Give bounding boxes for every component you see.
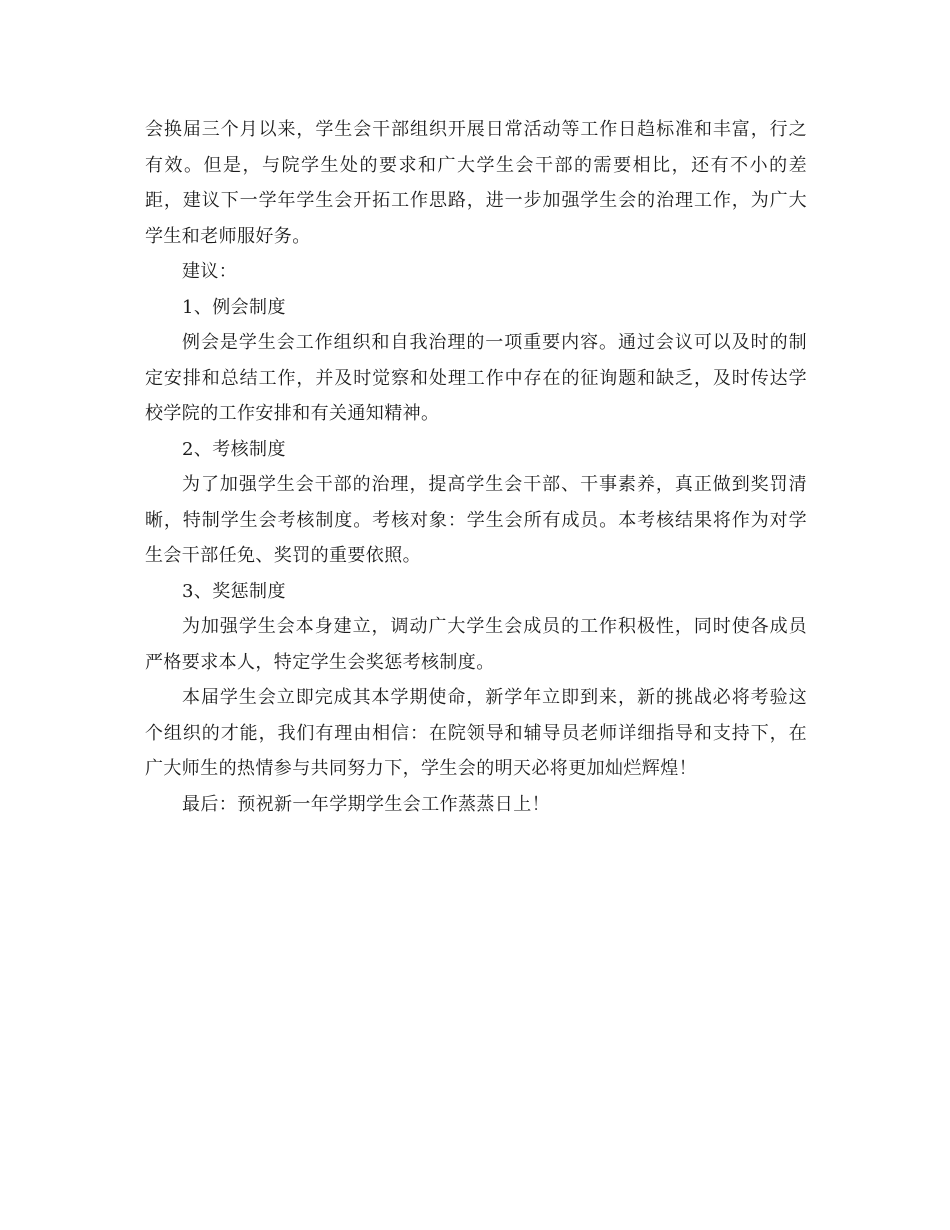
suggestion-heading: 建议：	[182, 261, 238, 282]
section-heading-reward-system: 3、奖惩制度	[182, 580, 286, 602]
reward-system-paragraph: 为加强学生会本身建立，调动广大学生会成员的工作积极性，同时使各成员严格要求本人，特定学生会奖惩考核制度。	[145, 616, 807, 673]
closing-paragraph: 最后：预祝新一年学期学生会工作蒸蒸日上！	[182, 793, 550, 815]
intro-paragraph: 会换届三个月以来，学生会干部组织开展日常活动等工作日趋标准和丰富，行之有效。但是，与院学生处的要求和广大学生会干部的需要相比，还有不小的差距，建议下一学年学生会开拓工作思路，进一步加强学生会的治理工作，为广大学生和老师服好务。	[145, 119, 807, 247]
section-heading-assessment-system: 2、考核制度	[182, 438, 286, 460]
section-heading-meeting-system: 1、例会制度	[182, 296, 286, 318]
outlook-paragraph: 本届学生会立即完成其本学期使命，新学年立即到来，新的挑战必将考验这个组织的才能，我们有理由相信：在院领导和辅导员老师详细指导和支持下，在广大师生的热情参与共同努力下，学生会的明天必将更加灿烂辉煌！	[145, 687, 807, 779]
assessment-system-paragraph: 为了加强学生会干部的治理，提高学生会干部、干事素养，真正做到奖罚清晰，特制学生会考核制度。考核对象：学生会所有成员。本考核结果将作为对学生会干部任免、奖罚的重要依照。	[145, 474, 807, 566]
document-body	[145, 112, 807, 822]
meeting-system-paragraph: 例会是学生会工作组织和自我治理的一项重要内容。通过会议可以及时的制定安排和总结工作，并及时觉察和处理工作中存在的征询题和缺乏，及时传达学校学院的工作安排和有关通知精神。	[145, 332, 807, 424]
